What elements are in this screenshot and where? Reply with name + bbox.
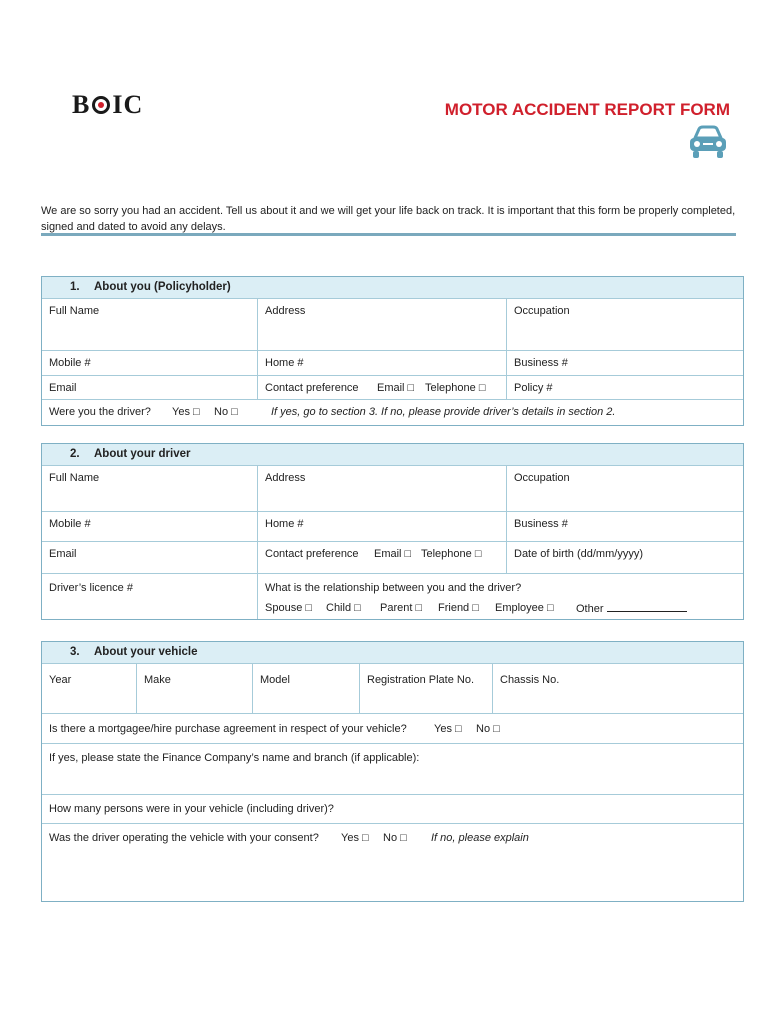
intro-divider	[41, 233, 736, 236]
year-field[interactable]	[42, 664, 136, 713]
field-label: Full Name	[49, 472, 100, 484]
form-row	[42, 299, 743, 351]
date-of-birth-field[interactable]	[506, 542, 743, 573]
section-number: 2.	[70, 448, 80, 460]
section-number: 3.	[70, 646, 80, 658]
parent-checkbox[interactable]: Parent □	[380, 602, 423, 614]
persons-in-vehicle-field[interactable]	[42, 795, 743, 823]
field-label: Model	[260, 674, 290, 686]
form-row	[42, 400, 743, 425]
field-label: Address	[265, 305, 306, 317]
contact-preference-field	[257, 542, 506, 573]
form-row	[42, 512, 743, 542]
model-field[interactable]	[252, 664, 359, 713]
child-checkbox[interactable]: Child □	[326, 602, 361, 614]
field-label: Make	[144, 674, 171, 686]
logo-text-left: B	[72, 90, 91, 119]
no-checkbox[interactable]: No □	[214, 406, 238, 418]
section-title: About your vehicle	[94, 646, 198, 658]
field-label: Mobile #	[49, 357, 91, 369]
home-phone-field[interactable]	[257, 512, 506, 541]
form-row	[42, 664, 743, 714]
instruction-note: If no, please explain	[431, 832, 529, 844]
field-label: Business #	[514, 357, 568, 369]
section-number: 1.	[70, 281, 80, 293]
form-row	[42, 824, 743, 901]
policy-number-field[interactable]	[506, 376, 743, 399]
yes-checkbox[interactable]: Yes □	[341, 832, 369, 844]
mobile-field[interactable]	[42, 351, 257, 375]
section-header	[42, 642, 743, 664]
employee-checkbox[interactable]: Employee □	[495, 602, 554, 614]
field-label: Registration Plate No.	[367, 674, 474, 686]
occupation-field[interactable]	[506, 466, 743, 511]
other-field[interactable]	[576, 602, 687, 615]
relationship-field	[257, 574, 743, 619]
field-label: Driver’s licence #	[49, 582, 133, 594]
business-phone-field[interactable]	[506, 351, 743, 375]
instruction-note: If yes, go to section 3. If no, please provide driver’s details in section 2.	[271, 406, 616, 418]
form-row	[42, 351, 743, 376]
mortgage-question	[42, 714, 743, 743]
field-label: Mobile #	[49, 518, 91, 530]
yes-checkbox[interactable]: Yes □	[172, 406, 200, 418]
form-row	[42, 744, 743, 795]
email-checkbox[interactable]: Email □	[374, 548, 412, 560]
form-row	[42, 542, 743, 574]
field-label: Policy #	[514, 382, 553, 394]
email-field[interactable]	[42, 542, 257, 573]
field-label: Address	[265, 472, 306, 484]
form-row	[42, 795, 743, 824]
form-row	[42, 574, 743, 619]
form-row	[42, 714, 743, 744]
address-field[interactable]	[257, 466, 506, 511]
car-icon	[686, 124, 730, 160]
driver-question	[42, 400, 743, 425]
yes-checkbox[interactable]: Yes □	[434, 723, 462, 735]
field-label: Was the driver operating the vehicle with your consent?	[49, 832, 319, 844]
field-label: Contact preference	[265, 382, 359, 394]
logo-text-right: IC	[112, 90, 144, 119]
home-phone-field[interactable]	[257, 351, 506, 375]
section-about-vehicle	[41, 641, 744, 902]
full-name-field[interactable]	[42, 299, 257, 350]
telephone-checkbox[interactable]: Telephone □	[425, 382, 486, 394]
email-field[interactable]	[42, 376, 257, 399]
section-about-you	[41, 276, 744, 426]
friend-checkbox[interactable]: Friend □	[438, 602, 479, 614]
no-checkbox[interactable]: No □	[383, 832, 407, 844]
no-checkbox[interactable]: No □	[476, 723, 500, 735]
field-label: Were you the driver?	[49, 406, 151, 418]
spouse-checkbox[interactable]: Spouse □	[265, 602, 313, 614]
telephone-checkbox[interactable]: Telephone □	[421, 548, 482, 560]
form-title: MOTOR ACCIDENT REPORT FORM	[444, 100, 730, 119]
intro-text: We are so sorry you had an accident. Tell us about it and we will get your life back on track. It is important that this form be properly completed, signed and dated to avoid any delays.	[41, 205, 736, 233]
field-label: Occupation	[514, 305, 570, 317]
registration-plate-field[interactable]	[359, 664, 492, 713]
field-label: Occupation	[514, 472, 570, 484]
field-label: Email	[49, 382, 77, 394]
business-phone-field[interactable]	[506, 512, 743, 541]
logo-mark	[92, 96, 110, 114]
email-checkbox[interactable]: Email □	[377, 382, 415, 394]
consent-field[interactable]	[42, 824, 743, 901]
contact-preference-field	[257, 376, 506, 399]
mobile-field[interactable]	[42, 512, 257, 541]
form-row	[42, 376, 743, 400]
field-label: Is there a mortgagee/hire purchase agreement in respect of your vehicle?	[49, 723, 407, 735]
section-header	[42, 277, 743, 299]
full-name-field[interactable]	[42, 466, 257, 511]
field-label: Other	[576, 603, 604, 615]
chassis-number-field[interactable]	[492, 664, 743, 713]
finance-company-field[interactable]	[42, 744, 743, 794]
section-title: About you (Policyholder)	[94, 281, 231, 293]
field-label: Year	[49, 674, 72, 686]
make-field[interactable]	[136, 664, 252, 713]
form-row	[42, 466, 743, 512]
other-blank-line[interactable]	[607, 602, 687, 612]
occupation-field[interactable]	[506, 299, 743, 350]
address-field[interactable]	[257, 299, 506, 350]
field-label: Full Name	[49, 305, 100, 317]
field-label: What is the relationship between you and the driver?	[265, 582, 522, 594]
field-label: Date of birth (dd/mm/yyyy)	[514, 548, 643, 560]
field-label: If yes, please state the Finance Company’s name and branch (if applicable):	[49, 752, 420, 764]
field-label: Contact preference	[265, 548, 359, 560]
section-title: About your driver	[94, 448, 191, 460]
field-label: How many persons were in your vehicle (including driver)?	[49, 803, 334, 815]
field-label: Home #	[265, 357, 304, 369]
field-label: Business #	[514, 518, 568, 530]
field-label: Chassis No.	[500, 674, 560, 686]
company-logo	[72, 90, 143, 120]
licence-field[interactable]	[42, 574, 257, 619]
field-label: Home #	[265, 518, 304, 530]
section-about-driver	[41, 443, 744, 620]
field-label: Email	[49, 548, 77, 560]
section-header	[42, 444, 743, 466]
